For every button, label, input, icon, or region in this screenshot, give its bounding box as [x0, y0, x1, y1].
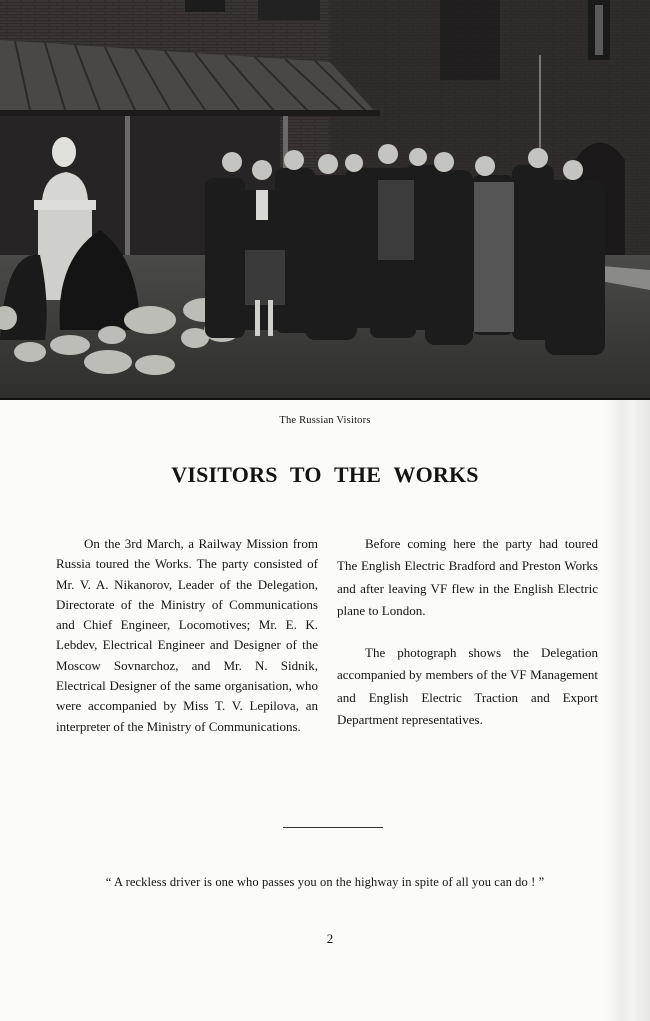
photograph-illustration	[0, 0, 650, 400]
right-paragraph-1: Before coming here the party had toured The English Electric Bradford and Preston Works and after leaving VF flew in the English Electric plane to London.	[337, 536, 598, 618]
left-column	[56, 534, 318, 737]
right-column	[337, 533, 598, 731]
group-of-visitors	[205, 144, 605, 355]
group-photograph	[0, 0, 650, 400]
section-divider	[283, 827, 383, 828]
right-paragraph-2: The photograph shows the Delegation accompanied by members of the VF Management and English Electric Traction and Export Department representatives.	[337, 645, 598, 728]
photo-caption: The Russian Visitors	[279, 415, 371, 426]
closing-quote: “ A reckless driver is one who passes you on the highway in spite of all you can do ! ”	[105, 875, 545, 889]
page-title: VISITORS TO THE WORKS	[171, 462, 479, 487]
page-edge-shadow	[606, 400, 650, 1021]
page-number: 2	[326, 931, 334, 946]
left-paragraph-1: On the 3rd March, a Railway Mission from Russia toured the Works. The party consisted of Mr. V. A. Nikanorov, Leader of the Delegation, Directorate of the Ministry of Communications and Chief Engineer, Locomotives; Mr. E. K. Lebdev, Electrical Engineer and Designer of the Moscow Sovnarchoz, and Mr. N. Sidnik, Electrical Designer of the same organisation, who were accompanied by Miss T. V. Lepilova, an interpreter of the Ministry of Communications.	[56, 536, 318, 734]
